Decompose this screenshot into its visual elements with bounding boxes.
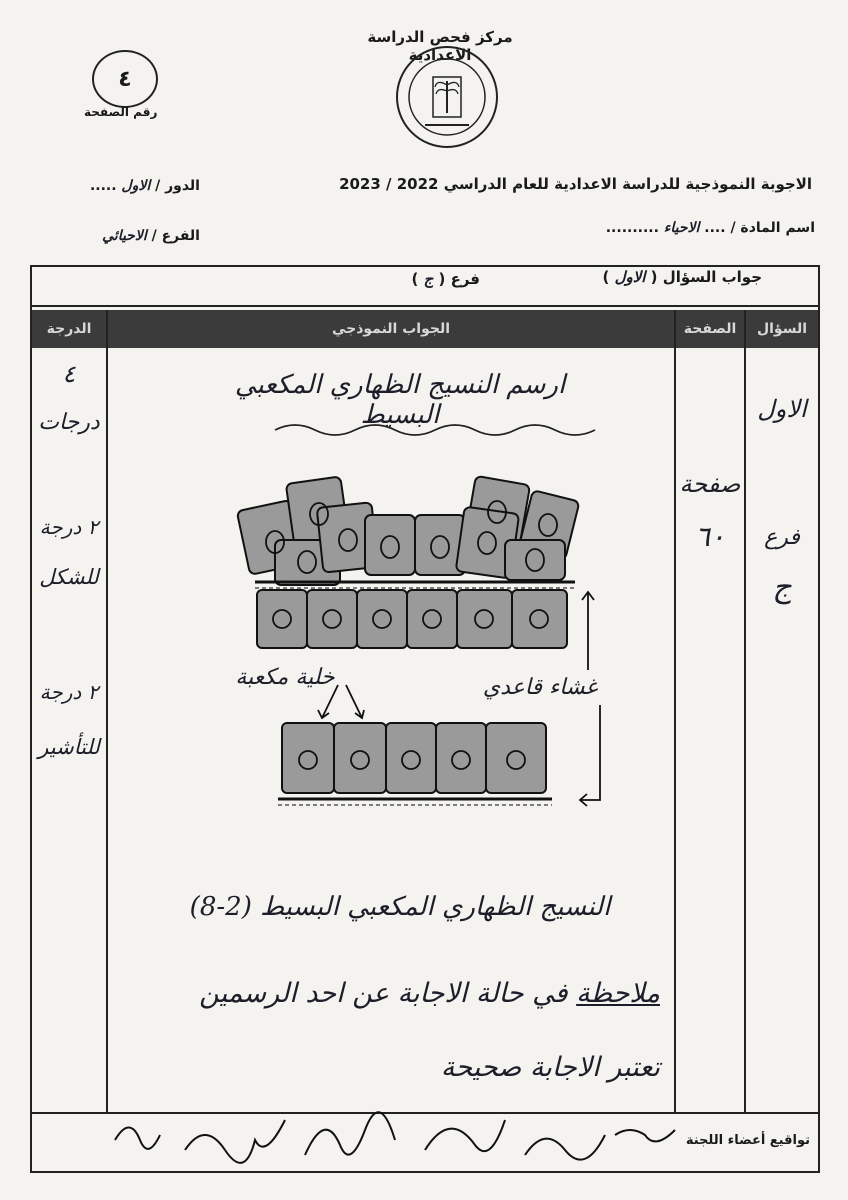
question-number: الاول — [757, 395, 807, 423]
answer-heading: ارسم النسيج الظهاري المكعبي البسيط — [234, 370, 566, 430]
divider — [32, 305, 818, 307]
question-branch-close: ) — [411, 270, 419, 288]
label-basement-membrane: غشاء قاعدي — [482, 675, 598, 700]
subject-label: اسم المادة / — [730, 220, 815, 236]
header-marks: الدرجة — [46, 321, 92, 337]
epithelium-drawing-curved — [235, 470, 595, 660]
note-label: ملاحظة — [576, 978, 660, 1009]
branch-field — [30, 228, 200, 244]
header-page: الصفحة — [683, 321, 737, 337]
note-text: في حالة الاجابة عن احد الرسمين — [199, 978, 568, 1009]
column-divider — [744, 310, 746, 1112]
committee-signatures — [105, 1110, 685, 1180]
document-title: الاجوبة النموذجية للدراسة الاعدادية للعام الدراسي 2022 / 2023 — [339, 175, 812, 193]
note-line — [130, 978, 660, 1009]
ministry-seal-logo — [395, 45, 500, 150]
round-label: الدور / — [155, 178, 200, 194]
question-branch — [300, 270, 480, 288]
table-header — [32, 310, 818, 348]
page-ref-label: صفحة — [679, 470, 741, 498]
branch-value: الاحيائي — [102, 228, 147, 244]
note-text-2: تعتبر الاجابة صحيحة — [440, 1052, 660, 1083]
marks-drawing: ٢ درجة — [39, 515, 99, 539]
round-field: الدور / الاول ..... — [89, 178, 200, 194]
basement-arrows — [560, 590, 610, 810]
question-row-close: ) — [602, 268, 610, 286]
page-number: ٤ — [118, 66, 132, 92]
subject-field: اسم المادة / .... الاحياء .......... — [605, 220, 815, 236]
marks-total-unit: درجات — [38, 410, 100, 435]
question-branch-cell: فرع — [764, 525, 800, 550]
question-row-value: الاول — [614, 268, 646, 286]
header-answer: الجواب النموذجي — [331, 321, 451, 337]
column-divider — [106, 310, 108, 1112]
page-ref-number: ٦٠ — [694, 520, 726, 553]
signatures-label: تواقيع أعضاء اللجنة — [685, 1133, 810, 1148]
marks-labels-label: للتأشير — [38, 735, 100, 759]
label-cuboid-cell: خلية مكعبة — [235, 665, 335, 690]
header-question: السؤال — [756, 321, 808, 337]
question-branch-letter: ج — [772, 570, 792, 605]
question-row-label: جواب السؤال ( — [650, 268, 762, 286]
epithelium-drawing-flat — [270, 715, 560, 815]
subject-value: الاحياء — [663, 220, 700, 236]
branch-label: الفرع / — [151, 228, 200, 244]
page-number-circle — [92, 50, 158, 108]
page-number-label: رقم الصفحة — [84, 105, 158, 119]
round-value: الاول — [121, 178, 151, 194]
question-branch-value: ج — [423, 270, 434, 288]
question-branch-label: فرع ( — [438, 270, 480, 288]
column-divider — [674, 310, 676, 1112]
center-title: مركز فحص الدراسة الاعدادية — [367, 28, 513, 64]
heading-underline — [270, 420, 600, 442]
figure-caption: النسيج الظهاري المكعبي البسيط (2-8) — [189, 892, 611, 922]
marks-total: ٤ — [62, 360, 76, 388]
marks-labels: ٢ درجة — [39, 680, 99, 704]
marks-drawing-label: للشكل — [39, 565, 99, 589]
